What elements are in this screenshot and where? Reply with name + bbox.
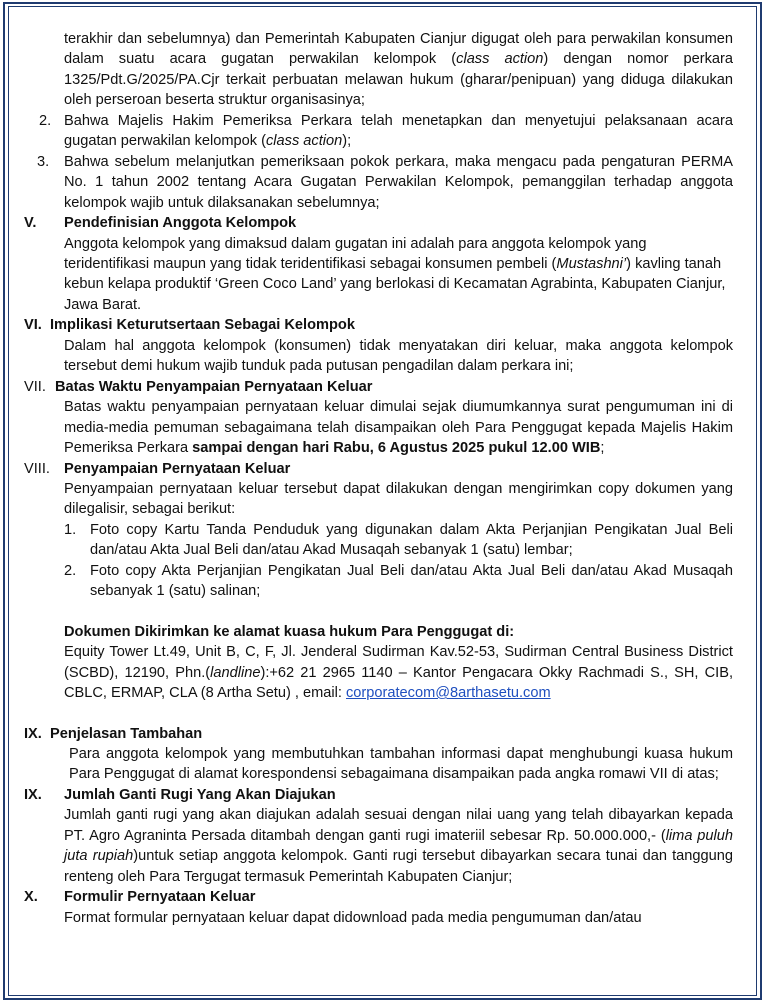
section-ix-a-body: Para anggota kelompok yang membutuhkan tambahan informasi dapat menghubungi kuasa hukum Para Penggugat di alamat korespondensi sebagaimana disampaikan pada angka romawi VII di atas; xyxy=(69,745,733,783)
section-vi-body: Dalam hal anggota kelompok (konsumen) tidak menyatakan diri keluar, maka anggota kelompok tersebut demi hukum wajib tunduk pada putusan pengadilan dalam perkara ini; xyxy=(64,337,733,375)
section-heading-ix-a: IX. Penjelasan Tambahan xyxy=(24,724,733,744)
section-x-body: Format formular pernyataan keluar dapat didownload pada media pengumuman dan/atau xyxy=(64,909,642,926)
document-body xyxy=(24,29,733,928)
list-item: 1. Foto copy Kartu Tanda Penduduk yang digunakan dalam Akta Perjanjian Pengikatan Jual Beli dan/atau Akta Jual Beli dan/atau Akad Musaqah sebanyak 1 (satu) lembar; xyxy=(64,521,733,559)
section-title: Penyampaian Pernyataan Keluar xyxy=(64,460,291,477)
section-title: Implikasi Keturutsertaan Sebagai Kelompok xyxy=(50,317,355,334)
document-address-heading: Dokumen Dikirimkan ke alamat kuasa hukum Para Penggugat di: xyxy=(64,623,515,640)
section-title: Pendefinisian Anggota Kelompok xyxy=(64,215,297,232)
spacer xyxy=(24,602,733,622)
section-v-body: Anggota kelompok yang dimaksud dalam gugatan ini adalah para anggota kelompok yang teridentifikasi maupun yang tidak teridentifikasi sebagai konsumen pembeli (Mustashni’) kavling tanah kebun kelapa produktif ‘Green Coco Land’ yang berlokasi di Kecamatan Agrabinta, Kabupaten Cianjur, Jawa Barat. xyxy=(64,235,726,313)
section-viii-body: Penyampaian pernyataan keluar tersebut dapat dilakukan dengan mengirimkan copy dokumen yang dilegalisir, sebagai berikut: xyxy=(64,480,733,518)
section-title: Formulir Pernyataan Keluar xyxy=(64,889,256,906)
list-item: 2. Foto copy Akta Perjanjian Pengikatan Jual Beli dan/atau Akta Jual Beli dan/atau Akad Musaqah sebanyak 1 (satu) salinan; xyxy=(64,562,733,600)
section-title: Penjelasan Tambahan xyxy=(50,725,203,742)
section-heading-v: V. Pendefinisian Anggota Kelompok xyxy=(24,213,733,233)
list-item-3 xyxy=(24,152,733,213)
section-heading-ix-b: IX. Jumlah Ganti Rugi Yang Akan Diajukan xyxy=(24,785,733,805)
section-heading-x: X. Formulir Pernyataan Keluar xyxy=(24,887,733,907)
section-heading-vi: VI. Implikasi Keturutsertaan Sebagai Kelompok xyxy=(24,315,733,335)
email-link[interactable]: corporatecom@8arthasetu.com xyxy=(346,685,551,702)
section-vii-body: Batas waktu penyampaian pernyataan keluar dimulai sejak diumumkannya surat pengumuman ini di media-media pemuman sebagaimana telah disampaikan oleh Para Penggugat kepada Majelis Hakim Pemeriksa Perkara sampai dengan hari Rabu, 6 Agustus 2025 pukul 12.00 WIB; xyxy=(64,399,733,457)
list-text: Bahwa sebelum melanjutkan pemeriksaan pokok perkara, maka mengacu pada pengaturan PERMA No. 1 tahun 2002 tentang Acara Gugatan Perwakilan Kelompok, pemanggilan terhadap anggota kelompok wajib untuk dilaksanakan sebelumnya; xyxy=(64,153,733,211)
address-paragraph: Equity Tower Lt.49, Unit B, C, F, Jl. Jenderal Sudirman Kav.52-53, Sudirman Central Business District (SCBD), 12190, Phn.(landline):+62 21 2965 1140 – Kantor Pengacara Okky Rachmadi S., SH, CIB, CBLC, ERMAP, CLA (8 Artha Setu) , email: corporatecom@8arthasetu.com xyxy=(64,644,733,702)
section-heading-viii: VIII. Penyampaian Pernyataan Keluar xyxy=(24,459,733,479)
list-number: 2. xyxy=(39,112,52,129)
spacer xyxy=(24,704,733,724)
list-text: Bahwa Majelis Hakim Pemeriksa Perkara telah menetapkan dan menyetujui pelaksanaan acara gugatan perwakilan kelompok (class action); xyxy=(64,112,733,150)
section-title: Jumlah Ganti Rugi Yang Akan Diajukan xyxy=(64,786,336,803)
section-heading-vii: VII. Batas Waktu Penyampaian Pernyataan Keluar xyxy=(24,377,733,397)
section-ix-b-body: Jumlah ganti rugi yang akan diajukan adalah sesuai dengan nilai uang yang telah dibayarkan kepada PT. Agro Agraninta Persada ditambah dengan ganti rugi imateriil sebesar Rp. 50.000.000,- (lima puluh juta rupiah)untuk setiap anggota kelompok. Ganti rugi tersebut dibayarkan secara tunai dan tanggung renteng oleh Para Tergugat termasuk Pemerintah Kabupaten Cianjur; xyxy=(64,807,733,885)
section-title: Batas Waktu Penyampaian Pernyataan Keluar xyxy=(55,378,373,395)
list-number: 3. xyxy=(37,153,50,170)
continuation-paragraph: terakhir dan sebelumnya) dan Pemerintah Kabupaten Cianjur digugat oleh para perwakilan konsumen dalam suatu acara gugatan perwakilan kelompok (class action) dengan nomor perkara 1325/Pdt.G/2025/PA.Cjr terkait perbuatan melawan hukum (gharar/penipuan) yang diduga dilakukan oleh perseroan beserta struktur organisasinya; xyxy=(64,31,734,109)
list-item-2 xyxy=(24,111,733,152)
